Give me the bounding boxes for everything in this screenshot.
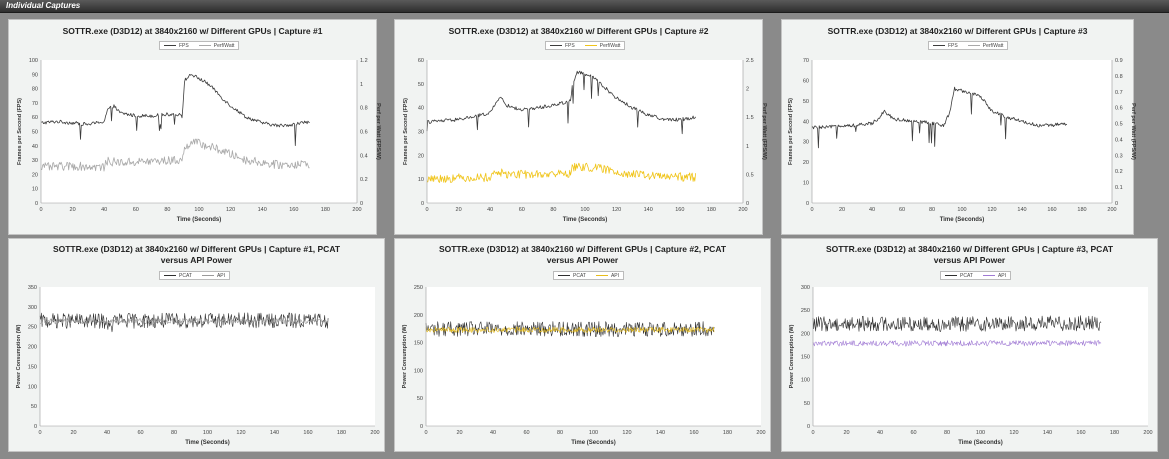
power-chart-2 [395, 239, 772, 453]
x-tick-label: 80 [550, 207, 557, 213]
chart-title: SOTTR.exe (D3D12) at 3840x2160 w/ Different GPUs | Capture #3 [827, 26, 1088, 36]
y-tick-label: 10 [802, 180, 809, 187]
chart-panel-5 [394, 238, 771, 452]
x-tick-label: 160 [1076, 430, 1086, 436]
x-tick-label: 20 [455, 207, 462, 213]
plot-area [41, 60, 357, 203]
legend-label: FPS [948, 42, 958, 49]
x-axis-label: Time (Seconds) [939, 217, 985, 223]
y-tick-label: 50 [803, 400, 810, 407]
x-tick-label: 0 [425, 207, 429, 213]
x-tick-label: 200 [756, 430, 766, 436]
y-tick-label: 70 [31, 100, 38, 107]
x-tick-label: 140 [257, 207, 267, 213]
y-axis-label: Power Consumption (W) [402, 324, 408, 389]
legend-label: PCAT [179, 272, 192, 279]
power-chart-1 [9, 239, 386, 453]
y2-tick-label: 0 [360, 201, 364, 207]
x-tick-label: 100 [975, 430, 986, 436]
y-tick-label: 60 [31, 115, 38, 122]
fps-perf-chart-2 [395, 20, 767, 236]
y-tick-label: 10 [417, 177, 424, 184]
fps-perf-chart-1 [9, 20, 381, 236]
x-tick-label: 0 [38, 430, 42, 436]
x-tick-label: 140 [643, 207, 653, 213]
legend-label: PCAT [960, 272, 973, 279]
x-tick-label: 60 [898, 207, 906, 213]
y-tick-label: 60 [802, 78, 809, 85]
x-tick-label: 100 [588, 430, 599, 436]
fps-perf-chart-3 [782, 20, 1135, 236]
x-tick-label: 100 [202, 430, 213, 436]
x-tick-label: 200 [1143, 430, 1153, 436]
y-tick-label: 50 [30, 404, 37, 411]
y2-tick-label: 1 [746, 143, 750, 150]
x-tick-label: 180 [320, 207, 330, 213]
y2-tick-label: 0.8 [1115, 73, 1123, 80]
y-axis-label: Power Consumption (W) [16, 324, 22, 389]
x-tick-label: 60 [132, 207, 139, 213]
x-tick-label: 20 [456, 430, 463, 436]
y2-tick-label: 0.4 [360, 153, 368, 160]
x-axis-label: Time (Seconds) [958, 440, 1003, 446]
y-tick-label: 30 [417, 129, 424, 136]
y2-tick-label: 0.3 [1115, 153, 1123, 160]
plot-area [426, 287, 761, 426]
y-tick-label: 0 [419, 424, 423, 430]
y2-tick-label: 0.7 [1115, 89, 1123, 96]
x-tick-label: 160 [289, 207, 299, 213]
x-tick-label: 100 [957, 207, 967, 213]
y-tick-label: 150 [413, 340, 423, 347]
x-tick-label: 60 [910, 430, 917, 436]
legend-label: API [997, 272, 1007, 279]
x-tick-label: 160 [675, 207, 685, 213]
legend-label: Perf/Watt [213, 42, 235, 49]
x-tick-label: 80 [928, 207, 936, 213]
x-tick-label: 200 [370, 430, 380, 436]
y2-axis-label: Perf per Watt (FPS/W) [1130, 103, 1136, 160]
y-tick-label: 50 [417, 81, 424, 88]
y-tick-label: 30 [31, 158, 38, 165]
y-tick-label: 10 [31, 186, 38, 193]
y-tick-label: 150 [27, 364, 37, 371]
y-tick-label: 100 [28, 58, 38, 64]
y-tick-label: 250 [413, 285, 423, 291]
y2-tick-label: 0.2 [360, 177, 368, 184]
y2-tick-label: 0.5 [1115, 121, 1123, 128]
x-tick-label: 140 [1042, 430, 1053, 436]
y-tick-label: 0 [34, 201, 38, 207]
y-tick-label: 50 [416, 396, 423, 403]
x-tick-label: 140 [269, 430, 280, 436]
x-tick-label: 0 [39, 207, 43, 213]
chart-panel-2 [394, 19, 767, 235]
y-tick-label: 100 [413, 368, 423, 375]
y-tick-label: 30 [802, 139, 809, 146]
chart-title: SOTTR.exe (D3D12) at 3840x2160 w/ Different GPUs | Capture #2, PCAT versus API Power [438, 244, 727, 265]
x-tick-label: 180 [706, 207, 716, 213]
y-tick-label: 0 [33, 424, 37, 430]
x-axis-label: Time (Seconds) [176, 217, 222, 223]
y2-tick-label: 0 [1115, 201, 1119, 207]
chart-panel-4 [8, 238, 385, 452]
plot-area [40, 287, 375, 426]
window-title: Individual Captures [6, 1, 81, 10]
x-tick-label: 160 [303, 430, 313, 436]
legend-label: FPS [179, 42, 189, 49]
x-tick-label: 40 [868, 207, 876, 213]
y-tick-label: 50 [31, 129, 38, 136]
y-axis-label: Frames per Second (FPS) [403, 98, 409, 165]
x-tick-label: 160 [1047, 207, 1057, 213]
x-tick-label: 100 [194, 207, 204, 213]
x-tick-label: 160 [689, 430, 699, 436]
x-tick-label: 180 [336, 430, 347, 436]
y2-tick-label: 0.9 [1115, 58, 1123, 64]
y2-tick-label: 0.2 [1115, 169, 1123, 176]
y-tick-label: 350 [27, 285, 37, 291]
x-tick-label: 40 [489, 430, 497, 436]
y-axis-label: Power Consumption (W) [789, 324, 795, 389]
y-axis-label: Frames per Second (FPS) [17, 98, 23, 165]
legend-label: Perf/Watt [599, 42, 621, 49]
y2-tick-label: 0.1 [1115, 185, 1123, 192]
y2-tick-label: 0 [746, 201, 750, 207]
chart-title: SOTTR.exe (D3D12) at 3840x2160 w/ Different GPUs | Capture #3, PCAT versus API Power [825, 244, 1114, 265]
y-tick-label: 100 [27, 384, 37, 391]
legend-label: FPS [565, 42, 575, 49]
x-tick-label: 200 [1107, 207, 1117, 213]
y2-tick-label: 0.5 [746, 172, 754, 179]
y-tick-label: 40 [417, 105, 424, 112]
x-tick-label: 140 [655, 430, 666, 436]
chart-title: SOTTR.exe (D3D12) at 3840x2160 w/ Different GPUs | Capture #2 [448, 26, 709, 36]
x-tick-label: 120 [1009, 430, 1019, 436]
y-tick-label: 0 [806, 424, 810, 430]
x-tick-label: 80 [556, 430, 564, 436]
y-tick-label: 0 [805, 201, 809, 207]
plot-area [812, 60, 1112, 203]
y-axis-label: Frames per Second (FPS) [788, 98, 794, 165]
x-tick-label: 180 [722, 430, 733, 436]
y-tick-label: 300 [27, 304, 37, 311]
y-tick-label: 250 [800, 308, 810, 315]
chart-panel-3 [781, 19, 1134, 235]
x-tick-label: 40 [876, 430, 884, 436]
y2-axis-label: Perf per Watt (FPS/W) [375, 103, 381, 160]
y-tick-label: 150 [800, 354, 810, 361]
y-tick-label: 40 [802, 119, 809, 126]
y2-tick-label: 1.2 [360, 58, 368, 64]
x-tick-label: 200 [738, 207, 748, 213]
y-tick-label: 250 [27, 324, 37, 331]
y-tick-label: 20 [802, 160, 809, 167]
plot-area [427, 60, 743, 203]
x-tick-label: 120 [226, 207, 236, 213]
x-tick-label: 120 [987, 207, 997, 213]
x-tick-label: 80 [943, 430, 951, 436]
y-tick-label: 300 [800, 285, 810, 291]
x-tick-label: 120 [612, 207, 622, 213]
y2-tick-label: 0.6 [1115, 105, 1123, 112]
x-tick-label: 120 [622, 430, 632, 436]
y2-tick-label: 1.5 [746, 115, 754, 122]
x-axis-label: Time (Seconds) [185, 440, 230, 446]
y2-tick-label: 0.8 [360, 105, 368, 112]
y-tick-label: 20 [417, 153, 424, 160]
chart-title: SOTTR.exe (D3D12) at 3840x2160 w/ Different GPUs | Capture #1, PCAT versus API Power [52, 244, 341, 265]
y2-tick-label: 0.4 [1115, 137, 1123, 144]
chart-title: SOTTR.exe (D3D12) at 3840x2160 w/ Different GPUs | Capture #1 [62, 26, 323, 36]
x-tick-label: 140 [1017, 207, 1027, 213]
x-tick-label: 40 [101, 207, 108, 213]
y-tick-label: 90 [31, 72, 38, 79]
x-tick-label: 20 [843, 430, 850, 436]
y2-tick-label: 2.5 [746, 58, 754, 64]
x-axis-label: Time (Seconds) [562, 217, 608, 223]
y2-axis-label: Perf per Watt (FPS/W) [761, 103, 767, 160]
y-tick-label: 0 [420, 201, 424, 207]
x-tick-label: 0 [811, 430, 815, 436]
x-tick-label: 60 [518, 207, 525, 213]
y-tick-label: 200 [800, 331, 810, 338]
y-tick-label: 40 [31, 143, 38, 150]
y2-tick-label: 0.6 [360, 129, 368, 136]
legend-label: API [610, 272, 620, 279]
x-tick-label: 40 [103, 430, 111, 436]
x-tick-label: 60 [523, 430, 530, 436]
y-tick-label: 70 [802, 58, 809, 64]
x-tick-label: 80 [164, 207, 171, 213]
x-axis-label: Time (Seconds) [571, 440, 616, 446]
y-tick-label: 80 [31, 86, 38, 93]
x-tick-label: 80 [170, 430, 178, 436]
x-tick-label: 180 [1109, 430, 1120, 436]
y-tick-label: 20 [31, 172, 38, 179]
power-chart-3 [782, 239, 1159, 453]
y2-tick-label: 1 [360, 81, 364, 88]
legend-label: API [216, 272, 226, 279]
y-tick-label: 50 [802, 98, 809, 105]
x-tick-label: 20 [838, 207, 846, 213]
x-tick-label: 0 [424, 430, 428, 436]
y-tick-label: 200 [413, 312, 423, 319]
plot-area [813, 287, 1148, 426]
y-tick-label: 100 [800, 377, 810, 384]
chart-panel-1 [8, 19, 381, 235]
x-tick-label: 0 [810, 207, 814, 213]
y2-tick-label: 2 [746, 86, 750, 93]
x-tick-label: 60 [137, 430, 144, 436]
legend-label: Perf/Watt [982, 42, 1004, 49]
x-tick-label: 20 [69, 207, 76, 213]
x-tick-label: 120 [236, 430, 246, 436]
legend-label: PCAT [573, 272, 586, 279]
x-tick-label: 20 [70, 430, 77, 436]
y-tick-label: 60 [417, 58, 424, 64]
chart-panel-6 [781, 238, 1158, 452]
y-tick-label: 200 [27, 344, 37, 351]
x-tick-label: 200 [352, 207, 362, 213]
x-tick-label: 100 [580, 207, 590, 213]
x-tick-label: 180 [1077, 207, 1087, 213]
x-tick-label: 40 [487, 207, 494, 213]
window-titlebar [0, 0, 1169, 13]
